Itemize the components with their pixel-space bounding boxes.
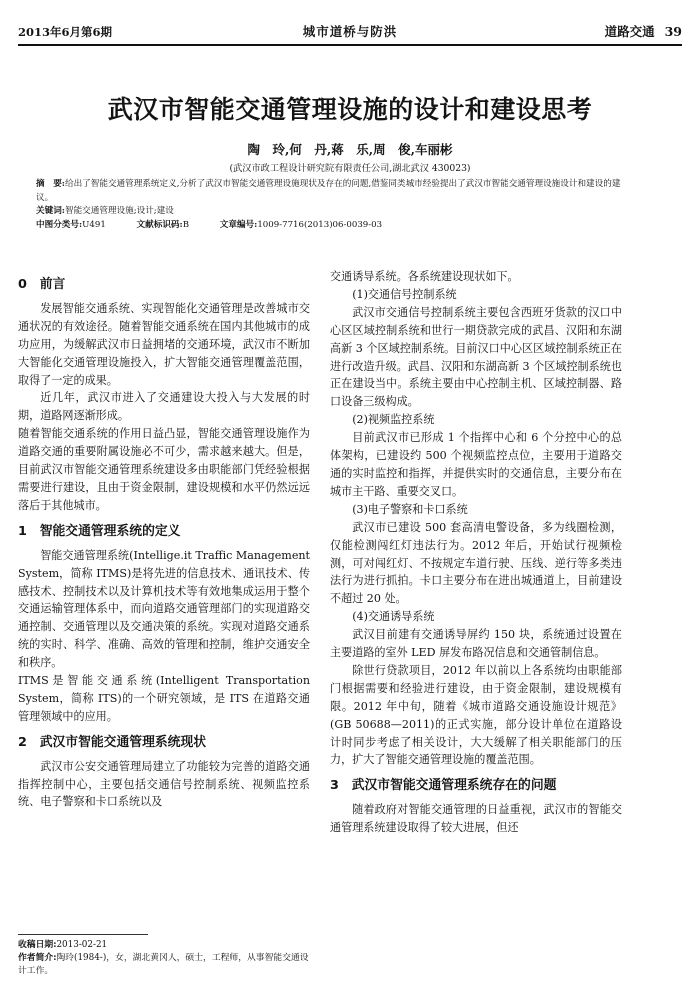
journal-name: 城市道桥与防洪 [302, 24, 398, 39]
author-bio [18, 952, 310, 978]
paragraph: 随着政府对智能交通管理的日益重视，武汉市的智能交通管理系统建设取得了较大进展，但还 [330, 803, 622, 835]
author-bio-text: 陶玲(1984-)，女，湖北黄冈人，硕士，工程师，从事智能交通设计工作。 [18, 953, 309, 976]
article-id-label: 文章编号: [219, 219, 258, 230]
keywords [36, 205, 630, 219]
paragraph: 随着智能交通系统的作用日益凸显，智能交通管理设施作为道路交通的重要附属设施必不可少，需求越来越大。但是，目前武汉市智能交通管理系统建设多由职能部门凭经验根据需要进行建设，且由于资金限制，建设规模和水平仍然远远落后于其他城市。 [18, 427, 310, 512]
column-name: 道路交通 [604, 24, 655, 39]
abstract-label: 摘 要: [36, 179, 65, 189]
footnote [18, 934, 310, 978]
issue-info: 2013年6月第6期 [18, 25, 113, 39]
subsection-heading: (1)交通信号控制系统 [352, 287, 457, 301]
section-heading-2: 2 武汉市智能交通管理系统现状 [18, 734, 207, 750]
paragraph: ITMS是智能交通系统(Intelligent Transportation System，简称 ITS)的一个研究领域，是 ITS 在道路交通管理领域中的应用。 [18, 674, 310, 723]
subsection-heading: (4)交通诱导系统 [352, 610, 435, 624]
running-header [18, 0, 682, 58]
abstract-text: 给出了智能交通管理系统定义,分析了武汉市智能交通管理设施现状及存在的问题,借鉴同类城市经验提出了武汉市智能交通管理设施设计和建设的建议。 [36, 179, 621, 203]
doc-code: B [182, 219, 190, 230]
section-heading-0: 0 前言 [18, 277, 66, 292]
keywords-text: 智能交通管理设施;设计;建设 [64, 206, 174, 216]
section-heading-1: 1 智能交通管理系统的定义 [18, 523, 181, 539]
paragraph: 武汉市交通信号控制系统主要包含西班牙货款的汉口中心区区域控制系统和世行一期贷款完成的武昌、汉阳和东湖高新 3 个区域控制系统。目前汉口中心区区域控制系统正在进行改造升级。武昌、汉阳和东湖高新 3 个区域控制系统也正在建设当中。系统主要由中心控制主机、区域控制器、路口设备三级构成。 [330, 305, 622, 409]
paragraph: 近几年，武汉市进入了交通建设大投入与大发展的时期，道路网逐渐形成。 [18, 391, 310, 423]
article-meta [36, 178, 630, 232]
author-list: 陶 玲,何 丹,蒋 乐,周 俊,车丽彬 [247, 142, 453, 157]
received-value: 2013-02-21 [56, 940, 108, 950]
article-title: 武汉市智能交通管理设施的设计和建设思考 [107, 95, 593, 124]
section-label [605, 22, 682, 40]
right-column [330, 268, 622, 837]
clc-label: 中图分类号: [36, 219, 83, 230]
paragraph: 目前武汉市已形成 1 个指挥中心和 6 个分控中心的总体架构，已建设约 500 个视频监控点位，主要用于道路交通的实时监控和指挥，并提供实时的交通信息，主要分布在城市主干路、重要交叉口。 [330, 431, 622, 498]
subsection-heading: (3)电子警察和卡口系统 [352, 502, 468, 516]
clc-code: U491 [82, 219, 106, 230]
affiliation: (武汉市政工程设计研究院有限责任公司,湖北武汉 430023) [229, 163, 471, 174]
article-id: 1009-7716(2013)06-0039-03 [257, 219, 383, 230]
left-column [18, 268, 310, 811]
doc-code-label: 文献标识码: [136, 219, 183, 230]
paragraph: 除世行贷款项目，2012 年以前以上各系统均由职能部门根据需要和经验进行建设，由于资金限制，建设规模有限。2012 年中旬，随着《城市道路交通设施设计规范》(GB 50688—2011)的正式实施，部分设计单位在道路设计时同步考虑了相关设计，大大缓解了相关职能部门的压力，扩大了智能交通管理设施的覆盖范围。 [330, 663, 622, 767]
page-number: 39 [664, 24, 682, 39]
paragraph: 武汉市已建设 500 套高清电警设备，多为线圈检测，仅能检测闯红灯违法行为。2012 年后，开始试行视频检测，可对闯红灯、不按规定车道行驶、压线、逆行等多类违法行为进行抓拍。卡口主要分布在进出城通道上，目前建设不超过 20 处。 [330, 520, 622, 606]
keywords-label: 关键词: [36, 206, 65, 216]
author-bio-label: 作者简介: [18, 953, 57, 963]
paragraph: 武汉目前建有交通诱导屏约 150 块，系统通过设置在主要道路的室外 LED 屏发布路况信息和交通管制信息。 [330, 628, 622, 660]
paragraph: 发展智能交通系统、实现智能化交通管理是改善城市交通状况的有效途径。随着智能交通系统在国内其他城市的成功应用，为缓解武汉市日益拥堵的交通环境，武汉市不断加大智能化交通管理设施投入，扩大智能交通管理覆盖范围，取得了一定的成果。 [18, 301, 310, 387]
paragraph: 交通诱导系统。各系统建设现状如下。 [330, 270, 519, 283]
received-label: 收稿日期: [18, 940, 57, 950]
classification-row [36, 219, 630, 233]
abstract [36, 178, 630, 205]
section-heading-3: 3 武汉市智能交通管理系统存在的问题 [330, 778, 557, 794]
header-rule [18, 44, 682, 46]
footnote-rule [18, 934, 148, 935]
paragraph: 武汉市公安交通管理局建立了功能较为完善的道路交通指挥控制中心，主要包括交通信号控制系统、视频监控系统、电子警察和卡口系统以及 [18, 759, 310, 809]
received-date [18, 939, 310, 952]
paragraph: 智能交通管理系统(Intellige.it Traffic Management System，简称 ITMS)是将先进的信息技术、通讯技术、传感技术、控制技术以及计算机技术等有效地集成运用于整个交通运输管理体系中，而向道路交通管理部门的实现道路交通控制、交通管理以及交通决策的系统。实现对道路交通系统的实时、科学、准确、高效的管理和控制，维护交通安全和秩序。 [18, 548, 310, 670]
subsection-heading: (2)视频监控系统 [352, 413, 435, 427]
